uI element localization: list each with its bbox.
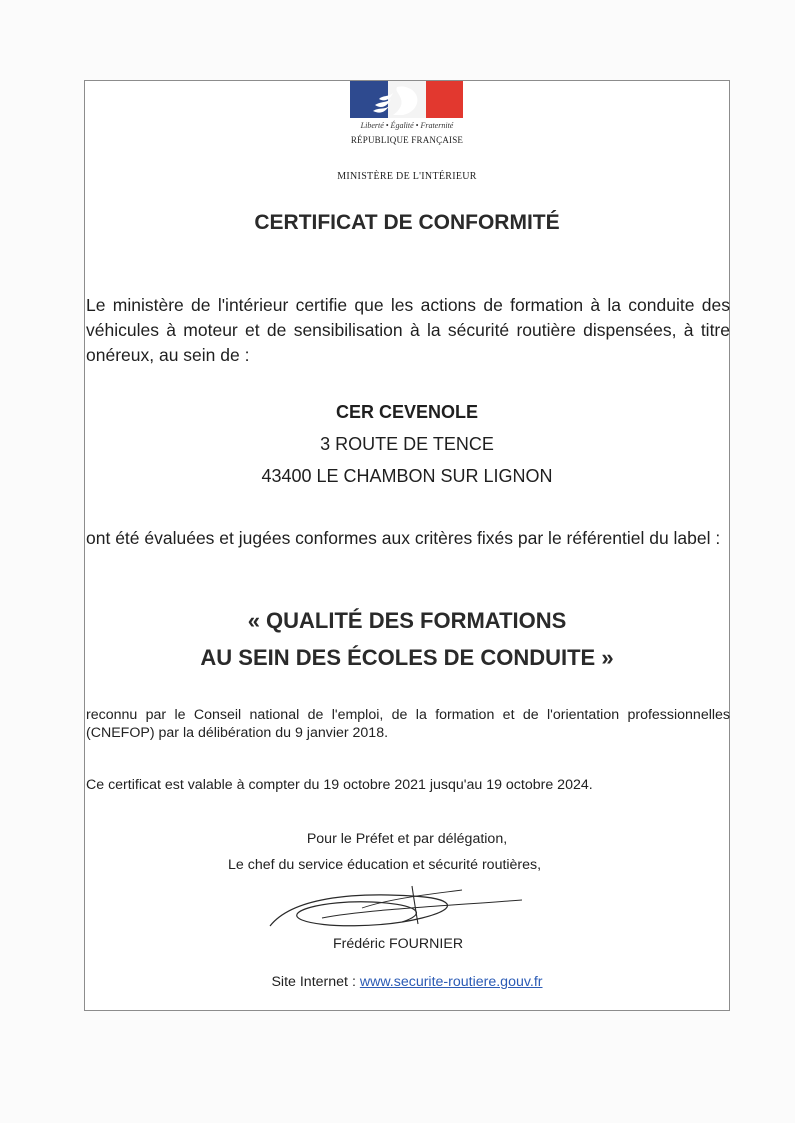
website-link[interactable]: www.securite-routiere.gouv.fr <box>359 974 543 990</box>
ministry-name: MINISTÈRE DE L'INTÉRIEUR <box>337 171 477 182</box>
republic-text: RÉPUBLIQUE FRANÇAISE <box>350 135 464 145</box>
organization-name: CER CEVENOLE <box>335 402 479 422</box>
delegation-line: Pour le Préfet et par délégation, <box>306 831 508 847</box>
label-title-line-1: « QUALITÉ DES FORMATIONS <box>247 608 567 633</box>
recognition-paragraph: reconnu par le Conseil national de l'emploi, de la formation et de l'orientation professionnelles (CNEFOP) par la délibération du 9 janvier 2018. <box>86 707 730 741</box>
service-chief-line: Le chef du service éducation et sécurité routières, <box>228 857 542 873</box>
evaluation-paragraph: ont été évaluées et jugées conformes aux critères fixés par le référentiel du label : <box>86 528 721 548</box>
republic-logo <box>349 81 465 151</box>
intro-paragraph: Le ministère de l'intérieur certifie que les actions de formation à la conduite des véhicules à moteur et de sensibilisation à la sécurité routière dispensées, à titre onéreux, au sein de : <box>86 295 730 365</box>
handwritten-signature <box>262 878 532 938</box>
organization-street: 3 ROUTE DE TENCE <box>320 434 494 454</box>
website-separator: : <box>351 974 356 990</box>
organization-city: 43400 LE CHAMBON SUR LIGNON <box>261 466 553 486</box>
validity-statement: Ce certificat est valable à compter du 19 octobre 2021 jusqu'au 19 octobre 2024. <box>86 777 593 793</box>
page-title: CERTIFICAT DE CONFORMITÉ <box>254 211 560 234</box>
label-title-line-2: AU SEIN DES ÉCOLES DE CONDUITE » <box>200 645 614 670</box>
website-label: Site Internet <box>271 974 348 990</box>
website-line <box>84 974 730 990</box>
signer-name: Frédéric FOURNIER <box>333 936 464 952</box>
motto-text: Liberté • Égalité • Fraternité <box>360 121 454 130</box>
marianne-logo-icon <box>363 83 433 117</box>
